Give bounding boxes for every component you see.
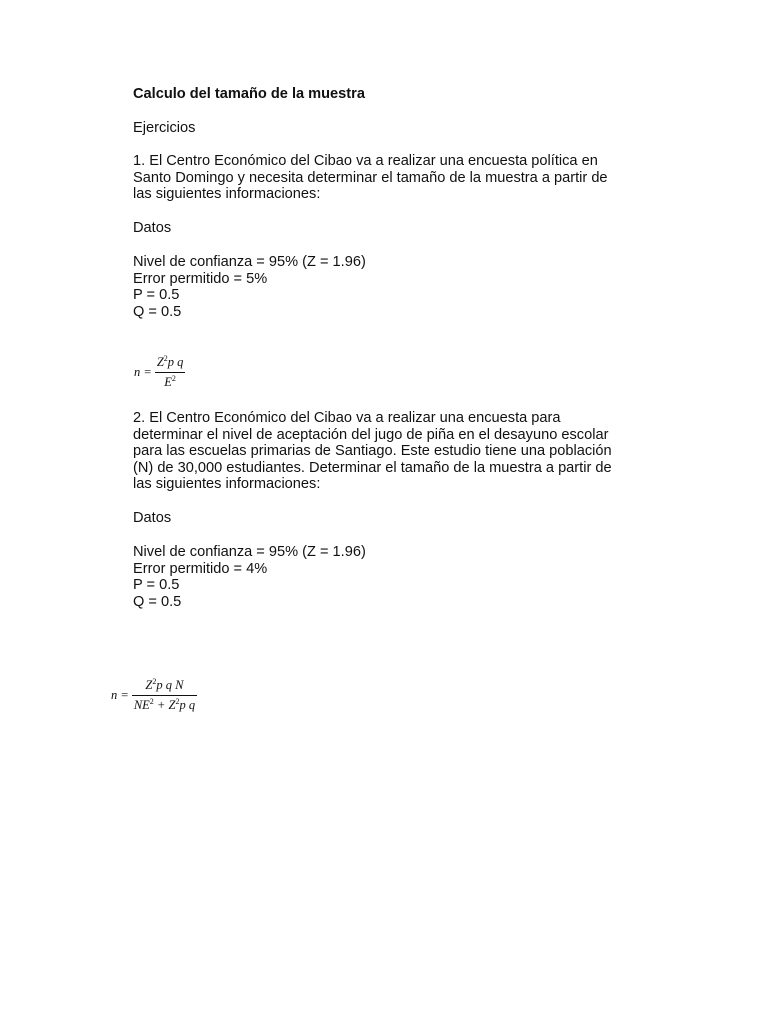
formula-2-denominator: $NE^2 + Z^2p$ q <box>133 696 196 712</box>
data-item: Nivel de confianza = 95% (Z = 1.96) <box>133 254 366 270</box>
formula-1-numerator: $Z^2p$ q <box>155 354 186 373</box>
exercise-2-line: determinar el nivel de aceptación del jugo de piña en el desayuno escolar <box>133 426 609 443</box>
formula-1-denominator: $E^2$ <box>164 373 176 389</box>
data-item: Nivel de confianza = 95% (Z = 1.96) <box>133 544 366 560</box>
exercise-2-statement <box>133 410 653 493</box>
formula-1-lhs: n = <box>134 364 152 379</box>
exercise-1-line: Santo Domingo y necesita determinar el tamaño de la muestra a partir de <box>133 169 608 186</box>
formula-2-lhs: n = <box>111 687 129 702</box>
data-item: P = 0.5 <box>133 287 180 304</box>
exercise-2-line: para las escuelas primarias de Santiago. Este estudio tiene una población <box>133 443 612 460</box>
data-item: Q = 0.5 <box>133 593 182 610</box>
formula-2-fraction <box>132 677 197 713</box>
exercise-2-datos-label: Datos <box>133 510 172 526</box>
section-heading: Ejercicios <box>133 120 196 136</box>
data-item: Error permitido = 4% <box>133 560 268 577</box>
exercise-2-data-list <box>133 544 653 610</box>
exercise-1-line: 1. El Centro Económico del Cibao va a realizar una encuesta política en <box>133 153 598 169</box>
data-item: Q = 0.5 <box>133 303 182 320</box>
formula-1-fraction <box>155 354 186 390</box>
exercise-2-line: 2. El Centro Económico del Cibao va a realizar una encuesta para <box>133 410 561 426</box>
exercise-1-datos-label: Datos <box>133 220 172 236</box>
exercise-2-line: las siguientes informaciones: <box>133 476 321 493</box>
exercise-1-data-list <box>133 254 653 320</box>
document-title: Calculo del tamaño de la muestra <box>133 86 365 102</box>
data-item: P = 0.5 <box>133 577 180 594</box>
formula-2 <box>111 677 197 713</box>
exercise-1-line: las siguientes informaciones: <box>133 186 321 203</box>
formula-2-numerator: $Z^2p$ q N <box>132 677 197 696</box>
exercise-1-statement <box>133 153 653 203</box>
data-item: Error permitido = 5% <box>133 270 268 287</box>
formula-1 <box>134 354 185 390</box>
exercise-2-line: (N) de 30,000 estudiantes. Determinar el tamaño de la muestra a partir de <box>133 459 612 476</box>
